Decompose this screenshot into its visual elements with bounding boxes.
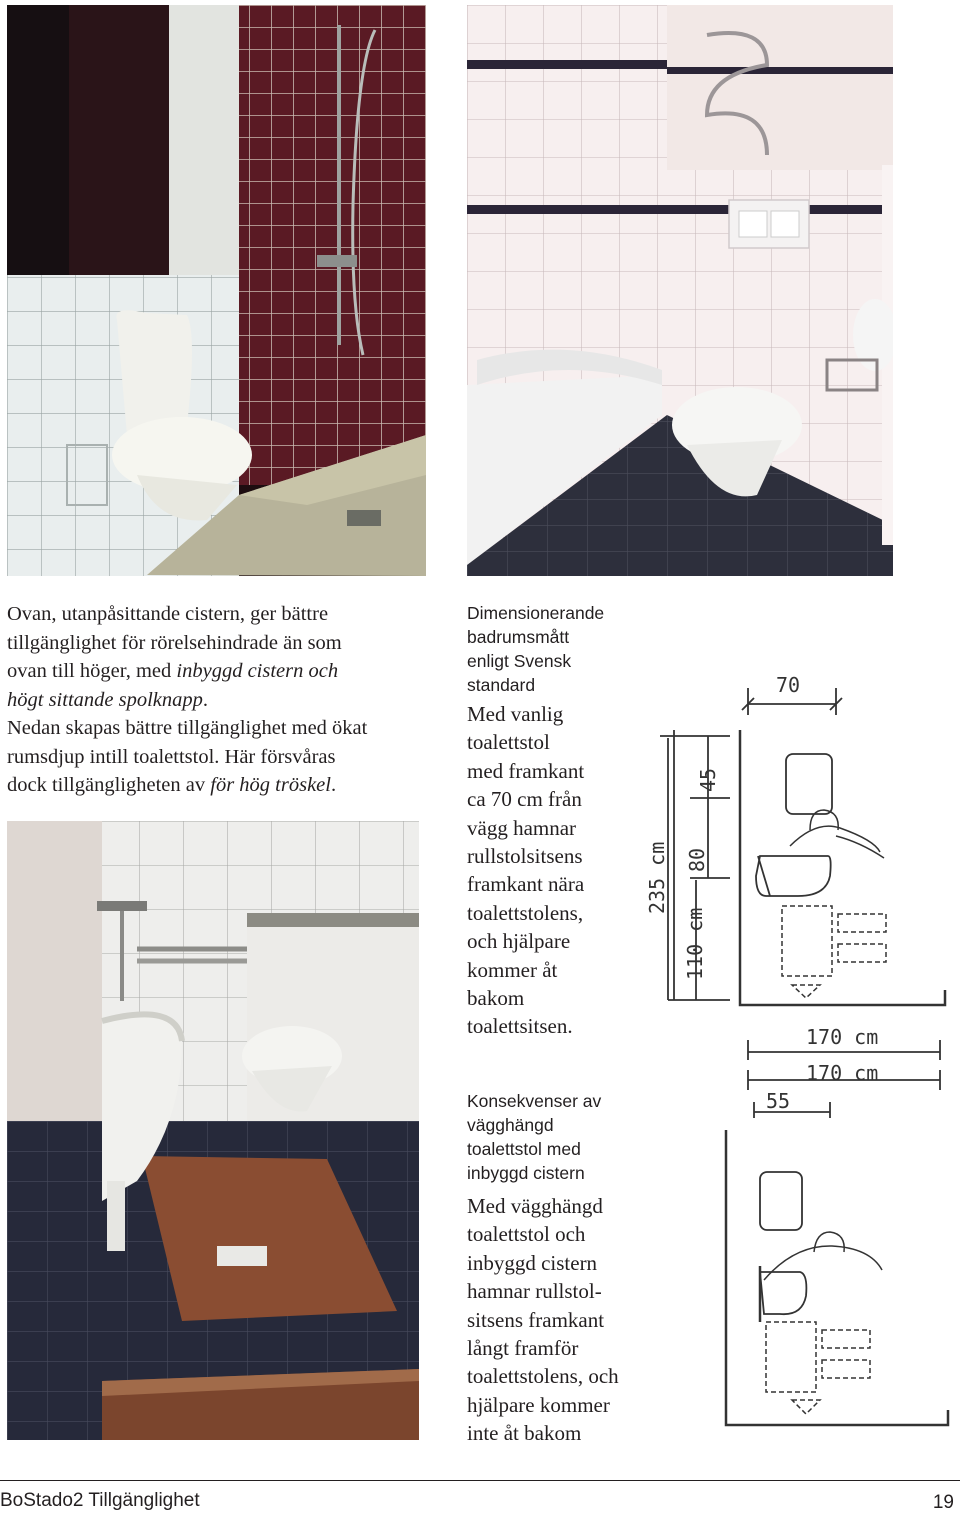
- diagram-standard-bathroom: [640, 660, 950, 1060]
- heading-line: enligt Svensk: [467, 651, 572, 671]
- caption-text: Nedan skapas bättre tillgänglighet med ökat: [7, 717, 368, 739]
- body-line: Med vanlig: [467, 702, 564, 726]
- caption-emphasis: högt sittande spolknapp: [7, 688, 203, 711]
- toilet-seat: [760, 1272, 806, 1314]
- caption-text: tillgänglighet för rörelsehindrade än som: [7, 631, 342, 654]
- body-line: toalettstol: [467, 730, 550, 755]
- bottom-label: 170 cm: [806, 1025, 879, 1049]
- wheelchair-outline: [766, 1322, 870, 1414]
- section1-body: [467, 700, 647, 1041]
- photo-bathroom-builtin-cistern: [467, 5, 893, 576]
- body-line: och hjälpare: [467, 929, 571, 954]
- caption-line: [7, 771, 437, 800]
- helper-figure: [764, 1246, 882, 1280]
- caption-text: dock tillgängligheten av: [7, 774, 211, 796]
- body-line: sitsens framkant: [467, 1307, 605, 1332]
- toilet-seat: [756, 856, 831, 896]
- footer-rule: [0, 1480, 960, 1481]
- body-line: rullstolsitsens: [467, 844, 583, 869]
- body-line: bakom: [467, 986, 525, 1011]
- caption-line: [7, 657, 437, 686]
- width-dimension: [742, 673, 842, 715]
- body-line: toalettstolens,: [467, 900, 584, 925]
- dim-label: 45: [696, 767, 720, 792]
- caption-line: [7, 600, 437, 629]
- body-line: toalettstol och: [467, 1222, 586, 1247]
- body-line: framkant nära: [467, 872, 585, 897]
- caption-line: [7, 629, 437, 658]
- heading-line: Konsekvenser av: [467, 1091, 602, 1111]
- heading-line: badrumsmått: [467, 627, 570, 647]
- heading-line: standard: [467, 675, 536, 695]
- body-line: långt framför: [467, 1336, 579, 1361]
- dim-label: 80: [685, 847, 709, 872]
- bottom-dimension: [748, 1025, 940, 1060]
- heading-line: Dimensionerande: [467, 603, 605, 623]
- caption-text: rumsdjup intill toalettstol. Här försvåras: [7, 745, 336, 768]
- caption-line: [7, 743, 437, 772]
- body-line: hjälpare kommer: [467, 1392, 610, 1417]
- dim-label: 235 cm: [645, 841, 669, 914]
- heading-line: vägghängd: [467, 1115, 554, 1135]
- wash-basin: [786, 754, 832, 814]
- body-line: Med vägghängd: [467, 1194, 603, 1218]
- body-line: hamnar rullstol-: [467, 1279, 602, 1304]
- caption-emphasis: för hög tröskel: [210, 774, 331, 796]
- diagram-wall-hung-toilet: [720, 1060, 955, 1430]
- wheelchair-outline: [782, 906, 886, 998]
- section2-heading: [467, 1089, 647, 1185]
- top-label: 170 cm: [806, 1061, 879, 1085]
- body-line: ca 70 cm från: [467, 787, 582, 812]
- room-wall: [740, 730, 945, 1005]
- page-number: 19: [932, 1492, 954, 1513]
- width-label: 55: [766, 1089, 791, 1113]
- caption-text: .: [330, 774, 337, 796]
- caption-text: ovan till höger, med: [7, 660, 177, 682]
- width-label: 70: [776, 673, 801, 697]
- photo-caption: [7, 600, 437, 800]
- body-line: vägg hamnar: [467, 815, 577, 840]
- body-line: inbyggd cistern: [467, 1250, 598, 1275]
- heading-line: toalettstol med: [467, 1139, 581, 1159]
- photo-bathroom-exposed-cistern: [7, 5, 426, 576]
- vertical-dimensions: [645, 730, 730, 1000]
- caption-line: [7, 714, 437, 743]
- dim-label: 110 cm: [683, 907, 707, 980]
- heading-line: inbyggd cistern: [467, 1163, 585, 1183]
- body-line: toalettsitsen.: [467, 1014, 573, 1039]
- caption-emphasis: inbyggd cistern och: [176, 660, 339, 682]
- section1-heading: [467, 601, 647, 697]
- top-dimension: [748, 1061, 940, 1090]
- width-dimension: [754, 1089, 830, 1118]
- photo-bathroom-high-threshold: [7, 821, 419, 1440]
- body-line: toalettstolens, och: [467, 1364, 619, 1389]
- footer-title: BoStado2 Tillgänglighet: [0, 1490, 200, 1511]
- wash-basin: [760, 1172, 802, 1230]
- caption-text: .: [202, 688, 209, 711]
- body-line: med framkant: [467, 758, 585, 783]
- caption-line: [7, 686, 437, 715]
- body-line: inte åt bakom: [467, 1421, 582, 1446]
- body-line: kommer åt: [467, 957, 558, 982]
- caption-text: Ovan, utanpåsittande cistern, ger bättre: [7, 603, 329, 625]
- section2-body: [467, 1192, 667, 1448]
